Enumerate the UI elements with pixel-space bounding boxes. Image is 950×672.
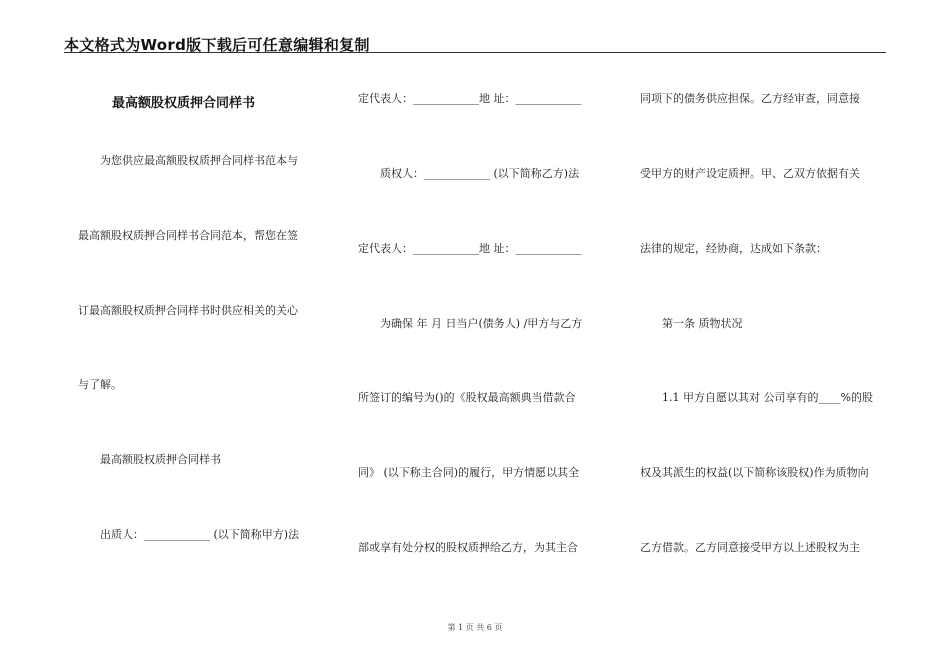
column-3-line-3: 法律的规定，经协商，达成如下条款： xyxy=(640,242,827,255)
column-1-line-3: 订最高额股权质押合同样书时供应相关的关心 xyxy=(78,304,298,317)
page-header-title: 本文格式为Word版下载后可任意编辑和复制 xyxy=(64,36,370,54)
column-3-line-1: 同项下的债务供应担保。乙方经审查，同意接 xyxy=(640,92,860,105)
column-2-line-4: 为确保 年 月 日当户(债务人) /甲方与乙方 xyxy=(380,317,583,330)
column-3-line-6: 权及其派生的权益(以下简称该股权)作为质物向 xyxy=(640,466,869,479)
column-3-line-4: 第一条 质物状况 xyxy=(662,317,743,330)
page-number: 第 1 页 共 6 页 xyxy=(447,623,503,632)
column-2-line-7: 部或享有处分权的股权质押给乙方，为其主合 xyxy=(358,541,578,554)
column-3-line-7: 乙方借款。乙方同意接受甲方以上述股权为主 xyxy=(640,541,860,554)
header-divider xyxy=(64,52,886,53)
column-2-line-2: 质权人：____________ (以下简称乙方)法 xyxy=(380,167,580,180)
column-3-line-5: 1.1 甲方自愿以其对 公司享有的____%的股 xyxy=(662,391,873,404)
column-1-line-1: 为您供应最高额股权质押合同样书范本与 xyxy=(100,154,298,167)
column-1-line-5: 最高额股权质押合同样书 xyxy=(100,453,221,466)
column-2-line-6: 同》 (以下称主合同)的履行，甲方情愿以其全 xyxy=(358,466,580,479)
document-title: 最高额股权质押合同样书 xyxy=(112,96,256,111)
column-2-line-5: 所签订的编号为()的《股权最高额典当借款合 xyxy=(358,391,576,404)
column-2-line-1: 定代表人：____________地 址：____________ xyxy=(358,92,582,105)
column-3-line-2: 受甲方的财产设定质押。甲、乙双方依据有关 xyxy=(640,167,860,180)
column-1-line-4: 与了解。 xyxy=(78,378,122,391)
column-2-line-3: 定代表人：____________地 址：____________ xyxy=(358,242,582,255)
column-1-line-6: 出质人：____________ (以下简称甲方)法 xyxy=(100,528,300,541)
column-1-line-2: 最高额股权质押合同样书合同范本，帮您在签 xyxy=(78,229,298,242)
